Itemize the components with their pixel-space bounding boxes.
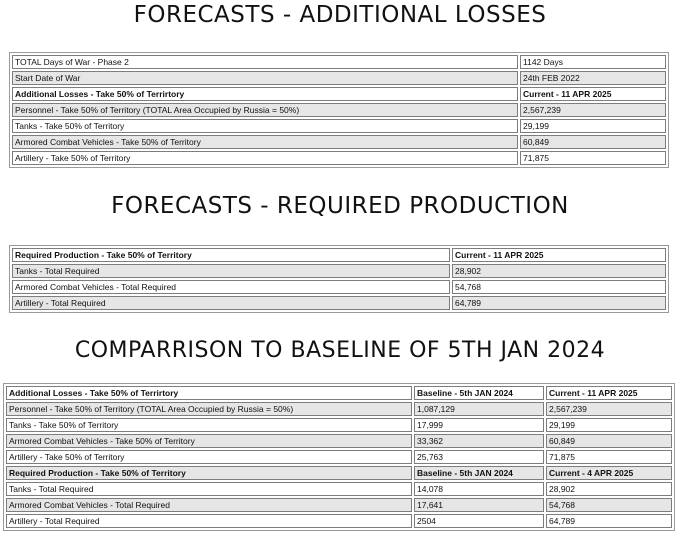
comparison-table <box>3 383 675 531</box>
required-production-table <box>9 245 669 313</box>
baseline-value: Baseline - 5th JAN 2024 <box>414 466 544 480</box>
row-value: 64,789 <box>452 296 666 310</box>
row-value: 29,199 <box>520 119 666 133</box>
row-label: Artillery - Total Required <box>12 296 450 310</box>
table-row <box>6 386 672 400</box>
row-label: Required Production - Take 50% of Territory <box>6 466 412 480</box>
baseline-value: 25,763 <box>414 450 544 464</box>
row-label: Armored Combat Vehicles - Take 50% of Territory <box>6 434 412 448</box>
row-label: Tanks - Total Required <box>12 264 450 278</box>
row-label: Additional Losses - Take 50% of Terrirtory <box>6 386 412 400</box>
row-label: Required Production - Take 50% of Territory <box>12 248 450 262</box>
baseline-value: 17,999 <box>414 418 544 432</box>
table-row <box>12 71 666 85</box>
baseline-value: 33,362 <box>414 434 544 448</box>
row-label: Armored Combat Vehicles - Total Required <box>12 280 450 294</box>
table-row <box>6 514 672 528</box>
current-value: 2,567,239 <box>546 402 672 416</box>
row-label: Additional Losses - Take 50% of Terrirtory <box>12 87 518 101</box>
row-label: Start Date of War <box>12 71 518 85</box>
additional-losses-table <box>9 52 669 168</box>
current-value: Current - 11 APR 2025 <box>546 386 672 400</box>
table-row <box>12 87 666 101</box>
row-value: 71,875 <box>520 151 666 165</box>
table-row <box>12 296 666 310</box>
table-row <box>6 482 672 496</box>
table-row <box>6 434 672 448</box>
current-value: 28,902 <box>546 482 672 496</box>
heading-additional-losses: FORECASTS - ADDITIONAL LOSSES <box>133 2 547 28</box>
row-label: Tanks - Take 50% of Territory <box>6 418 412 432</box>
row-value: 28,902 <box>452 264 666 278</box>
baseline-value: Baseline - 5th JAN 2024 <box>414 386 544 400</box>
current-value: 71,875 <box>546 450 672 464</box>
baseline-value: 1,087,129 <box>414 402 544 416</box>
row-label: Artillery - Take 50% of Territory <box>12 151 518 165</box>
table-row <box>6 498 672 512</box>
table-row <box>12 151 666 165</box>
baseline-value: 2504 <box>414 514 544 528</box>
table-row <box>6 450 672 464</box>
current-value: 60,849 <box>546 434 672 448</box>
table-row <box>12 280 666 294</box>
current-value: Current - 4 APR 2025 <box>546 466 672 480</box>
row-label: Artillery - Total Required <box>6 514 412 528</box>
table-row <box>12 103 666 117</box>
row-value: 24th FEB 2022 <box>520 71 666 85</box>
heading-required-production: FORECASTS - REQUIRED PRODUCTION <box>111 193 569 219</box>
table-row <box>12 135 666 149</box>
row-label: Armored Combat Vehicles - Total Required <box>6 498 412 512</box>
row-label: Artillery - Take 50% of Territory <box>6 450 412 464</box>
baseline-value: 17,641 <box>414 498 544 512</box>
table-row <box>12 55 666 69</box>
baseline-value: 14,078 <box>414 482 544 496</box>
row-value: Current - 11 APR 2025 <box>520 87 666 101</box>
row-value: 1142 Days <box>520 55 666 69</box>
row-value: Current - 11 APR 2025 <box>452 248 666 262</box>
current-value: 29,199 <box>546 418 672 432</box>
row-value: 2,567,239 <box>520 103 666 117</box>
row-label: TOTAL Days of War - Phase 2 <box>12 55 518 69</box>
row-label: Armored Combat Vehicles - Take 50% of Territory <box>12 135 518 149</box>
table-row <box>12 248 666 262</box>
current-value: 64,789 <box>546 514 672 528</box>
table-row <box>6 466 672 480</box>
current-value: 54,768 <box>546 498 672 512</box>
table-row <box>12 119 666 133</box>
row-label: Personnel - Take 50% of Territory (TOTAL Area Occupied by Russia = 50%) <box>12 103 518 117</box>
row-label: Tanks - Total Required <box>6 482 412 496</box>
heading-comparison: COMPARRISON TO BASELINE OF 5TH JAN 2024 <box>74 338 606 363</box>
row-label: Personnel - Take 50% of Territory (TOTAL Area Occupied by Russia = 50%) <box>6 402 412 416</box>
table-row <box>6 418 672 432</box>
table-row <box>12 264 666 278</box>
table-row <box>6 402 672 416</box>
row-value: 54,768 <box>452 280 666 294</box>
row-label: Tanks - Take 50% of Territory <box>12 119 518 133</box>
row-value: 60,849 <box>520 135 666 149</box>
